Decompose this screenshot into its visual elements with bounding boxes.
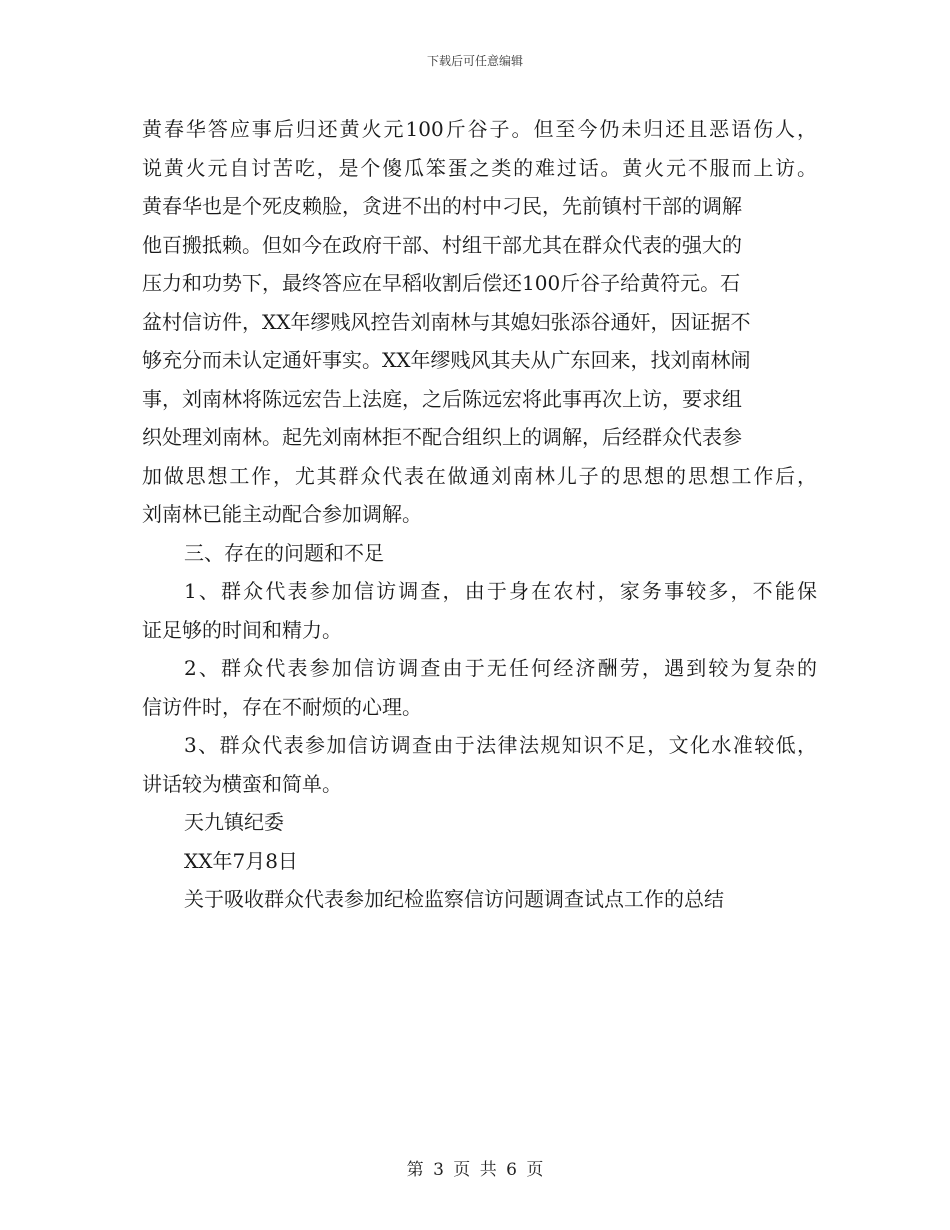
text-line: 压力和功势下，最终答应在早稻收割后偿还100斤谷子给黄符元。石: [142, 271, 741, 295]
text-line: 事，刘南林将陈远宏告上法庭，之后陈远宏将此事再次上访，要求组: [142, 386, 742, 411]
text-line: 3、群众代表参加信访调查由于法律法规知识不足，文化水准较低，: [184, 733, 817, 757]
text-line: 盆村信访件，XX年缪贱风控告刘南林与其媳妇张添谷通奸，因证据不: [142, 309, 751, 334]
text-line: 加做思想工作，尤其群众代表在做通刘南林儿子的思想的思想工作后，: [142, 463, 817, 488]
text-line: 够充分而未认定通奸事实。XX年缪贱风其夫从广东回来，找刘南林闹: [142, 348, 751, 372]
text-line: 他百搬抵赖。但如今在政府干部、村组干部尤其在群众代表的强大的: [142, 232, 742, 257]
page-footer: 第 3 页 共 6 页: [406, 1160, 544, 1180]
text-line: 1、群众代表参加信访调查，由于身在农村，家务事较多，不能保: [184, 579, 817, 603]
text-line: 证足够的时间和精力。: [142, 617, 342, 642]
text-line: 说黄火元自讨苦吃，是个傻瓜笨蛋之类的难过话。黄火元不服而上访。: [142, 155, 817, 180]
text-line: 黄春华也是个死皮赖脸，贪进不出的村中刁民，先前镇村干部的调解: [142, 194, 742, 218]
text-line: 信访件时，存在不耐烦的心理。: [142, 694, 422, 719]
text-line: XX年7月8日: [184, 848, 298, 873]
text-line: 天九镇纪委: [184, 810, 284, 834]
text-line: 2、群众代表参加信访调查由于无任何经济酬劳，遇到较为复杂的: [184, 656, 817, 680]
text-line: 三、存在的问题和不足: [184, 540, 384, 565]
document-body: [142, 110, 817, 919]
text-line: 织处理刘南林。起先刘南林拒不配合组织上的调解，后经群众代表参: [142, 425, 742, 449]
text-line: 关于吸收群众代表参加纪检监察信访问题调查试点工作的总结: [184, 887, 724, 911]
page-header: 下载后可任意编辑: [426, 54, 523, 68]
text-line: 讲话较为横蛮和简单。: [142, 771, 342, 796]
text-line: 刘南林已能主动配合参加调解。: [142, 502, 422, 526]
text-line: 黄春华答应事后归还黄火元100斤谷子。但至今仍未归还且恶语伤人，: [142, 117, 817, 141]
